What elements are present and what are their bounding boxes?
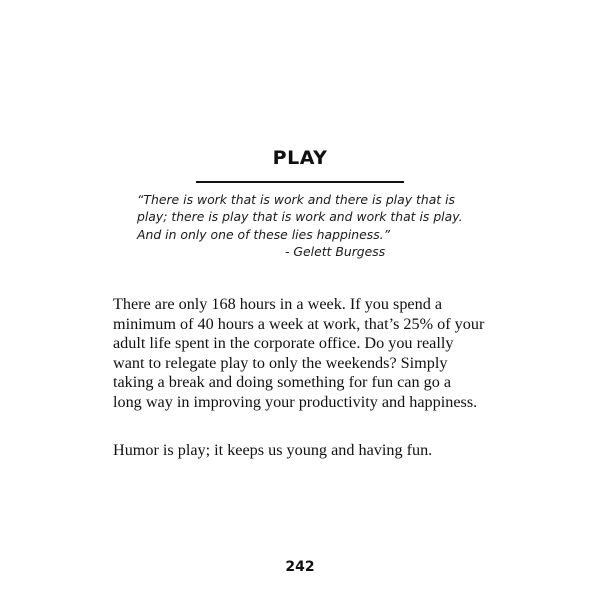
paragraph-line: want to relegate play to only the weekends? Simply <box>113 353 448 372</box>
paragraph-line: minimum of 40 hours a week at work, that’s 25% of your <box>113 314 485 333</box>
paragraph-line: There are only 168 hours in a week. If you spend a <box>113 295 443 313</box>
paragraph-line: adult life spent in the corporate office. Do you really <box>113 334 454 353</box>
epigraph-line: “There is work that is work and there is play that is <box>137 192 455 207</box>
chapter-title: PLAY <box>272 147 328 169</box>
title-underline <box>196 181 404 183</box>
epigraph-attribution: - Gelett Burgess <box>285 243 386 259</box>
epigraph-quote <box>137 191 477 260</box>
page-number: 242 <box>285 559 315 575</box>
epigraph-line: And in only one of these lies happiness.” <box>137 226 391 242</box>
paragraph-line: long way in improving your productivity and happiness. <box>113 392 478 411</box>
body-paragraph <box>113 295 503 413</box>
closing-paragraph: Humor is play; it keeps us young and having fun. <box>113 441 433 459</box>
epigraph-line: play; there is play that is work and work that is play. <box>137 209 463 225</box>
paragraph-line: taking a break and doing something for fun can go a <box>113 373 452 392</box>
